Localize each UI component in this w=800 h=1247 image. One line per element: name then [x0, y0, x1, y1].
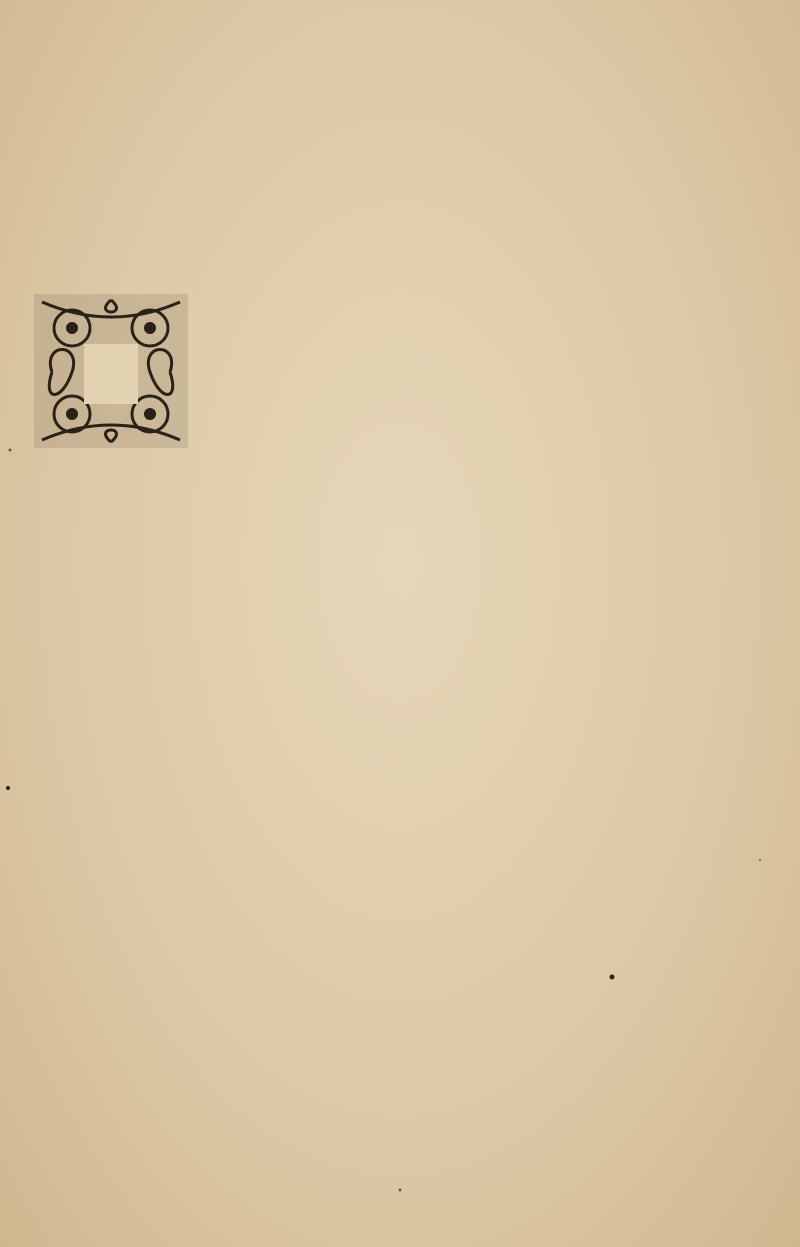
floral-initial-ornament — [32, 292, 190, 450]
decorated-initial — [32, 292, 190, 450]
decorative-border-ornament — [38, 158, 712, 192]
page-header — [0, 22, 800, 66]
